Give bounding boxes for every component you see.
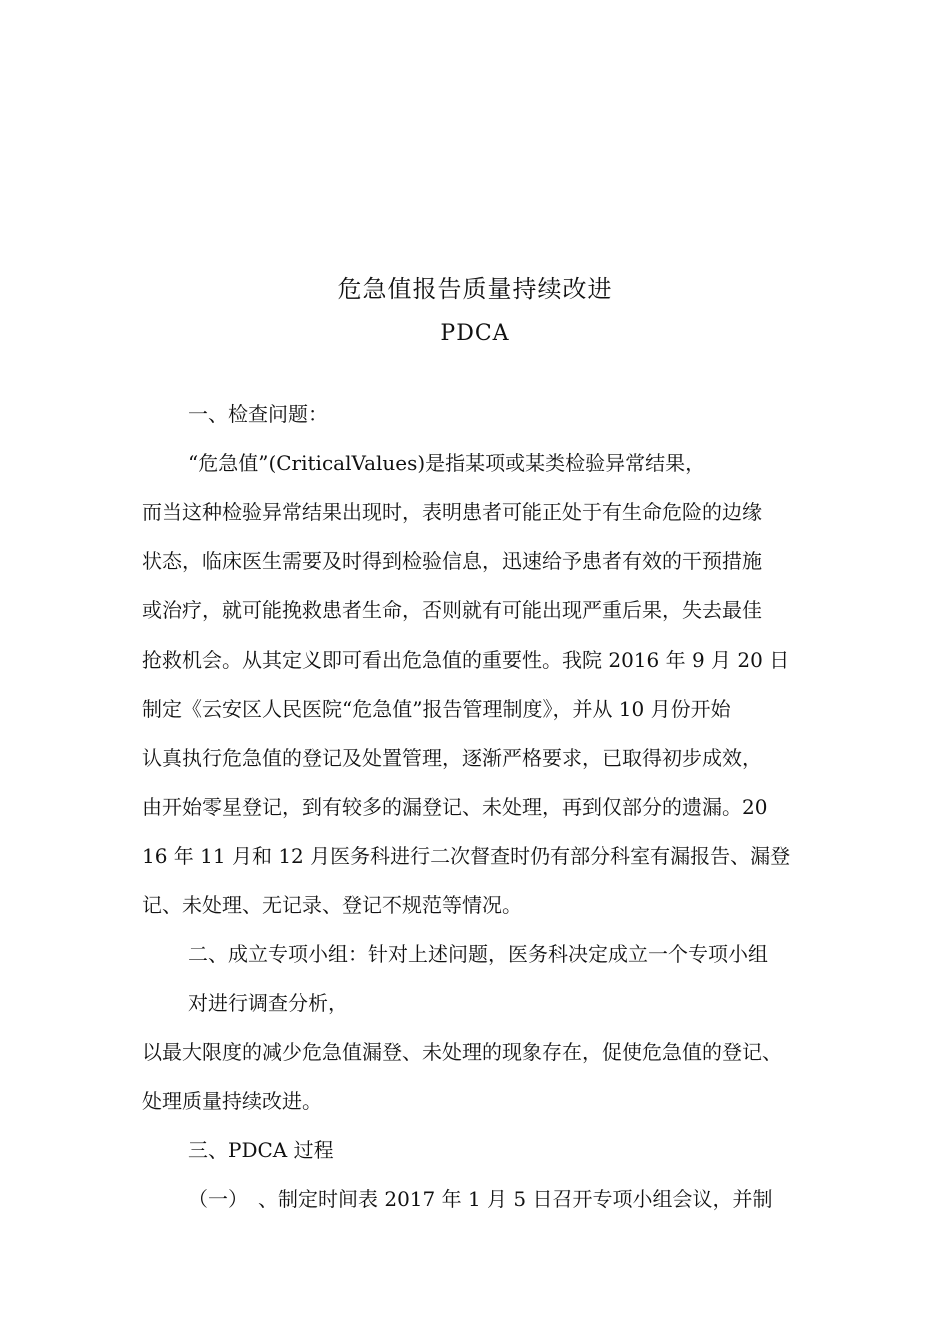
paragraph-line: 记、未处理、无记录、登记不规范等情况。 xyxy=(142,893,522,917)
paragraph-line: （一） 、制定时间表 2017 年 1 月 5 日召开专项小组会议，并制 xyxy=(188,1187,773,1211)
heading-pdca-process: 三、PDCA 过程 xyxy=(188,1138,334,1162)
paragraph-line: 处理质量持续改进。 xyxy=(142,1089,322,1113)
paragraph-line: 状态，临床医生需要及时得到检验信息，迅速给予患者有效的干预措施 xyxy=(142,549,762,573)
paragraph-line: 对进行调查分析， xyxy=(188,991,348,1015)
document-title: 危急值报告质量持续改进 xyxy=(337,275,613,303)
paragraph-line: 认真执行危急值的登记及处置管理，逐渐严格要求，已取得初步成效， xyxy=(142,746,762,770)
paragraph-line: 以最大限度的减少危急值漏登、未处理的现象存在，促使危急值的登记、 xyxy=(142,1040,782,1064)
paragraph-line: 而当这种检验异常结果出现时，表明患者可能正处于有生命危险的边缘 xyxy=(142,500,762,524)
paragraph-line: 16 年 11 月和 12 月医务科进行二次督查时仍有部分科室有漏报告、漏登 xyxy=(142,844,791,868)
document-subtitle: PDCA xyxy=(440,321,510,346)
paragraph-line: 由开始零星登记，到有较多的漏登记、未处理，再到仅部分的遗漏。20 xyxy=(142,795,768,819)
heading-special-group: 二、成立专项小组：针对上述问题，医务科决定成立一个专项小组 xyxy=(188,942,768,966)
paragraph-line: 抢救机会。从其定义即可看出危急值的重要性。我院 2016 年 9 月 20 日 xyxy=(142,648,790,672)
paragraph-line: 或治疗，就可能挽救患者生命，否则就有可能出现严重后果，失去最佳 xyxy=(142,598,762,622)
paragraph-line: “危急值”(CriticalValues)是指某项或某类检验异常结果， xyxy=(188,451,706,475)
heading-inspection-issues: 一、检查问题： xyxy=(188,402,328,426)
paragraph-line: 制定《云安区人民医院“危急值”报告管理制度》，并从 10 月份开始 xyxy=(142,697,731,721)
